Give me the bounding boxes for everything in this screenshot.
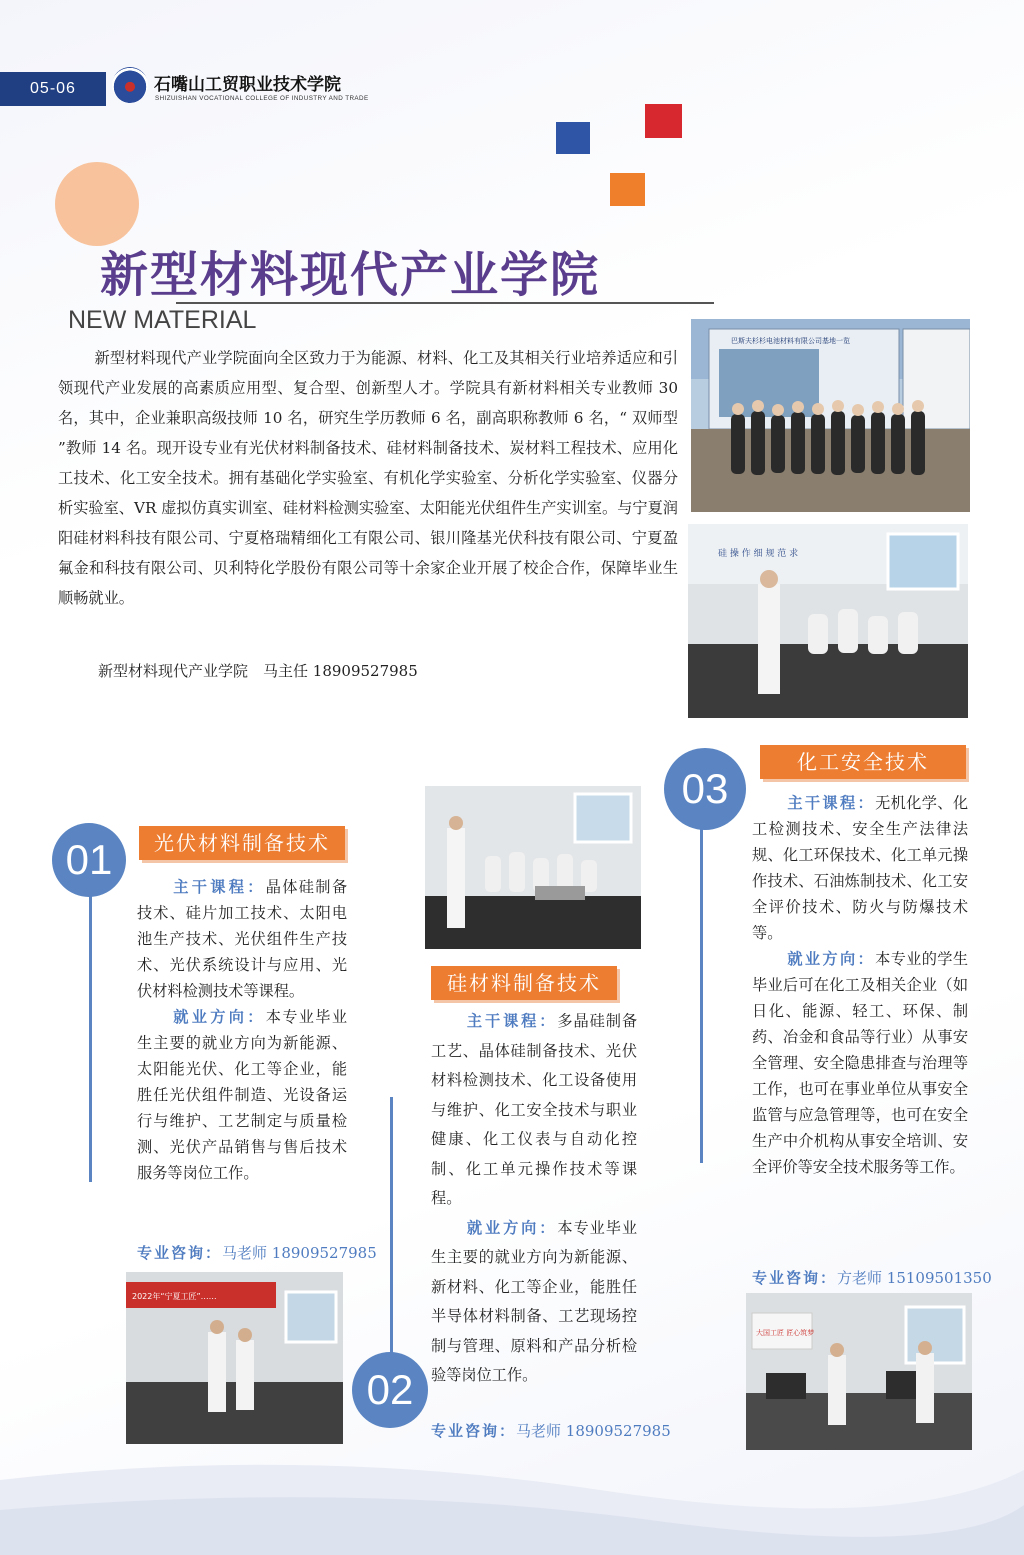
decor-red-square	[645, 104, 682, 138]
photo-chemistry-lab	[688, 524, 968, 718]
section-01-number: 01	[52, 823, 126, 897]
section-01-courses: 晶体硅制备技术、硅片加工技术、太阳电池生产技术、光伏组件生产技术、光伏系统设计与应用、光伏材料检测技术等课程。	[137, 878, 348, 1000]
section-01-consult-value: 马老师 18909527985	[222, 1244, 377, 1262]
section-01-body	[137, 874, 347, 1186]
section-03-consult-value: 方老师 15109501350	[837, 1269, 992, 1287]
section-01-career-label: 就业方向：	[171, 1008, 266, 1026]
section-02-consult-value: 马老师 18909527985	[516, 1422, 671, 1440]
decor-blue-square	[556, 122, 590, 154]
photo2-sign-text: 硅 操 作 细 规 范 求	[718, 549, 799, 559]
photo4-banner-text: 2022年“宁夏工匠”……	[132, 1292, 217, 1301]
school-name-en: SHIZUISHAN VOCATIONAL COLLEGE OF INDUSTRY AND TRADE	[155, 95, 369, 102]
intro-paragraph: 新型材料现代产业学院面向全区致力于为能源、材料、化工及其相关行业培养适应和引领现代产业发展的高素质应用型、复合型、创新型人才。学院具有新材料相关专业教师 30 名，其中，企业兼职高级技师 10 名，研究生学历教师 6 名，副高职称教师 6 名，“ 双师型 ”教师 14 名。现开设专业有光伏材料制备技术、硅材料制备技术、炭材料工程技术、应用化工技术、化工安全技术。拥有基础化学实验室、有机化学实验室、分析化学实验室、仪器分析实验室、VR 虚拟仿真实训室、硅材料检测实验室、太阳能光伏组件生产实训室。与宁夏润阳硅材料科技有限公司、宁夏格瑞精细化工有限公司、银川隆基光伏科技有限公司、宁夏盈氟金和科技有限公司、贝利特化学股份有限公司等十余家企业开展了校企合作，保障毕业生顺畅就业。	[58, 349, 678, 607]
section-02-courses: 多晶硅制备工艺、晶体硅制备技术、光伏材料检测技术、化工设备使用与维护、化工安全技术与职业健康、化工仪表与自动化控制、化工单元操作技术等课程。	[431, 1012, 638, 1207]
section-01-consult	[137, 1242, 377, 1263]
section-02-title: 硅材料制备技术	[431, 966, 617, 1000]
section-03-line	[700, 790, 703, 1163]
section-01-consult-label: 专业咨询：	[137, 1244, 223, 1262]
section-03-career-label: 就业方向：	[786, 950, 876, 968]
photo-visit-group	[691, 319, 970, 512]
section-03-courses: 无机化学、化工检测技术、安全生产法律法规、化工环保技术、化工单元操作技术、石油炼制技术、化工安全评价技术、防火与防爆技术等。	[752, 794, 969, 942]
section-02-consult	[431, 1420, 671, 1441]
page-title: 新型材料现代产业学院	[100, 247, 601, 303]
page-subtitle: NEW MATERIAL	[68, 306, 257, 334]
section-03-courses-label: 主干课程：	[786, 794, 876, 812]
section-01-title: 光伏材料制备技术	[139, 826, 345, 860]
decor-orange-square	[610, 173, 645, 206]
school-name-cn: 石嘴山工贸职业技术学院	[154, 75, 341, 95]
bottom-wave-decoration	[0, 1440, 1024, 1555]
section-02-career: 本专业毕业生主要的就业方向为新能源、新材料、化工等企业，能胜任半导体材料制备、工艺现场控制与管理、原料和产品分析检验等岗位工作。	[431, 1218, 638, 1384]
photo-lab-class	[425, 786, 641, 949]
section-02-courses-label: 主干课程：	[465, 1012, 558, 1030]
section-01-career: 本专业毕业生主要的就业方向为新能源、太阳能光伏、化工等企业，能胜任光伏组件制造、光设备运行与维护、工艺制定与质量检测、光伏产品销售与售后技术服务等岗位工作。	[137, 1008, 348, 1182]
section-03-consult	[752, 1267, 992, 1288]
intro-contact: 新型材料现代产业学院 马主任 18909527985	[98, 662, 418, 680]
page-number: 05-06	[0, 72, 106, 106]
school-logo-icon	[112, 67, 148, 103]
section-02-number: 02	[352, 1352, 428, 1428]
photo5-banner-text: 大国工匠 匠心筑梦	[756, 1329, 815, 1337]
section-02-career-label: 就业方向：	[465, 1218, 558, 1237]
section-02-consult-label: 专业咨询：	[431, 1422, 517, 1440]
section-02-line	[390, 1097, 393, 1357]
section-03-number: 03	[664, 748, 746, 830]
decor-peach-circle	[55, 162, 139, 246]
section-03-body	[752, 790, 968, 1180]
section-03-consult-label: 专业咨询：	[752, 1269, 838, 1287]
section-02-body	[431, 1007, 637, 1391]
section-01-courses-label: 主干课程：	[171, 878, 266, 896]
photo-workshop	[746, 1293, 972, 1450]
photo1-sign-text: 巴斯夫杉杉电池材料有限公司基地一览	[731, 337, 850, 345]
section-03-career: 本专业的学生毕业后可在化工及相关企业（如日化、能源、轻工、环保、制药、冶金和食品等行业）从事安全管理、安全隐患排查与治理等工作，也可在事业单位从事安全监管与应急管理等，也可在安全生产中介机构从事安全培训、安全评价等安全技术服务等工作。	[752, 950, 969, 1176]
section-01-line	[89, 860, 92, 1182]
photo-competition	[126, 1272, 343, 1444]
section-03-title: 化工安全技术	[760, 745, 966, 779]
